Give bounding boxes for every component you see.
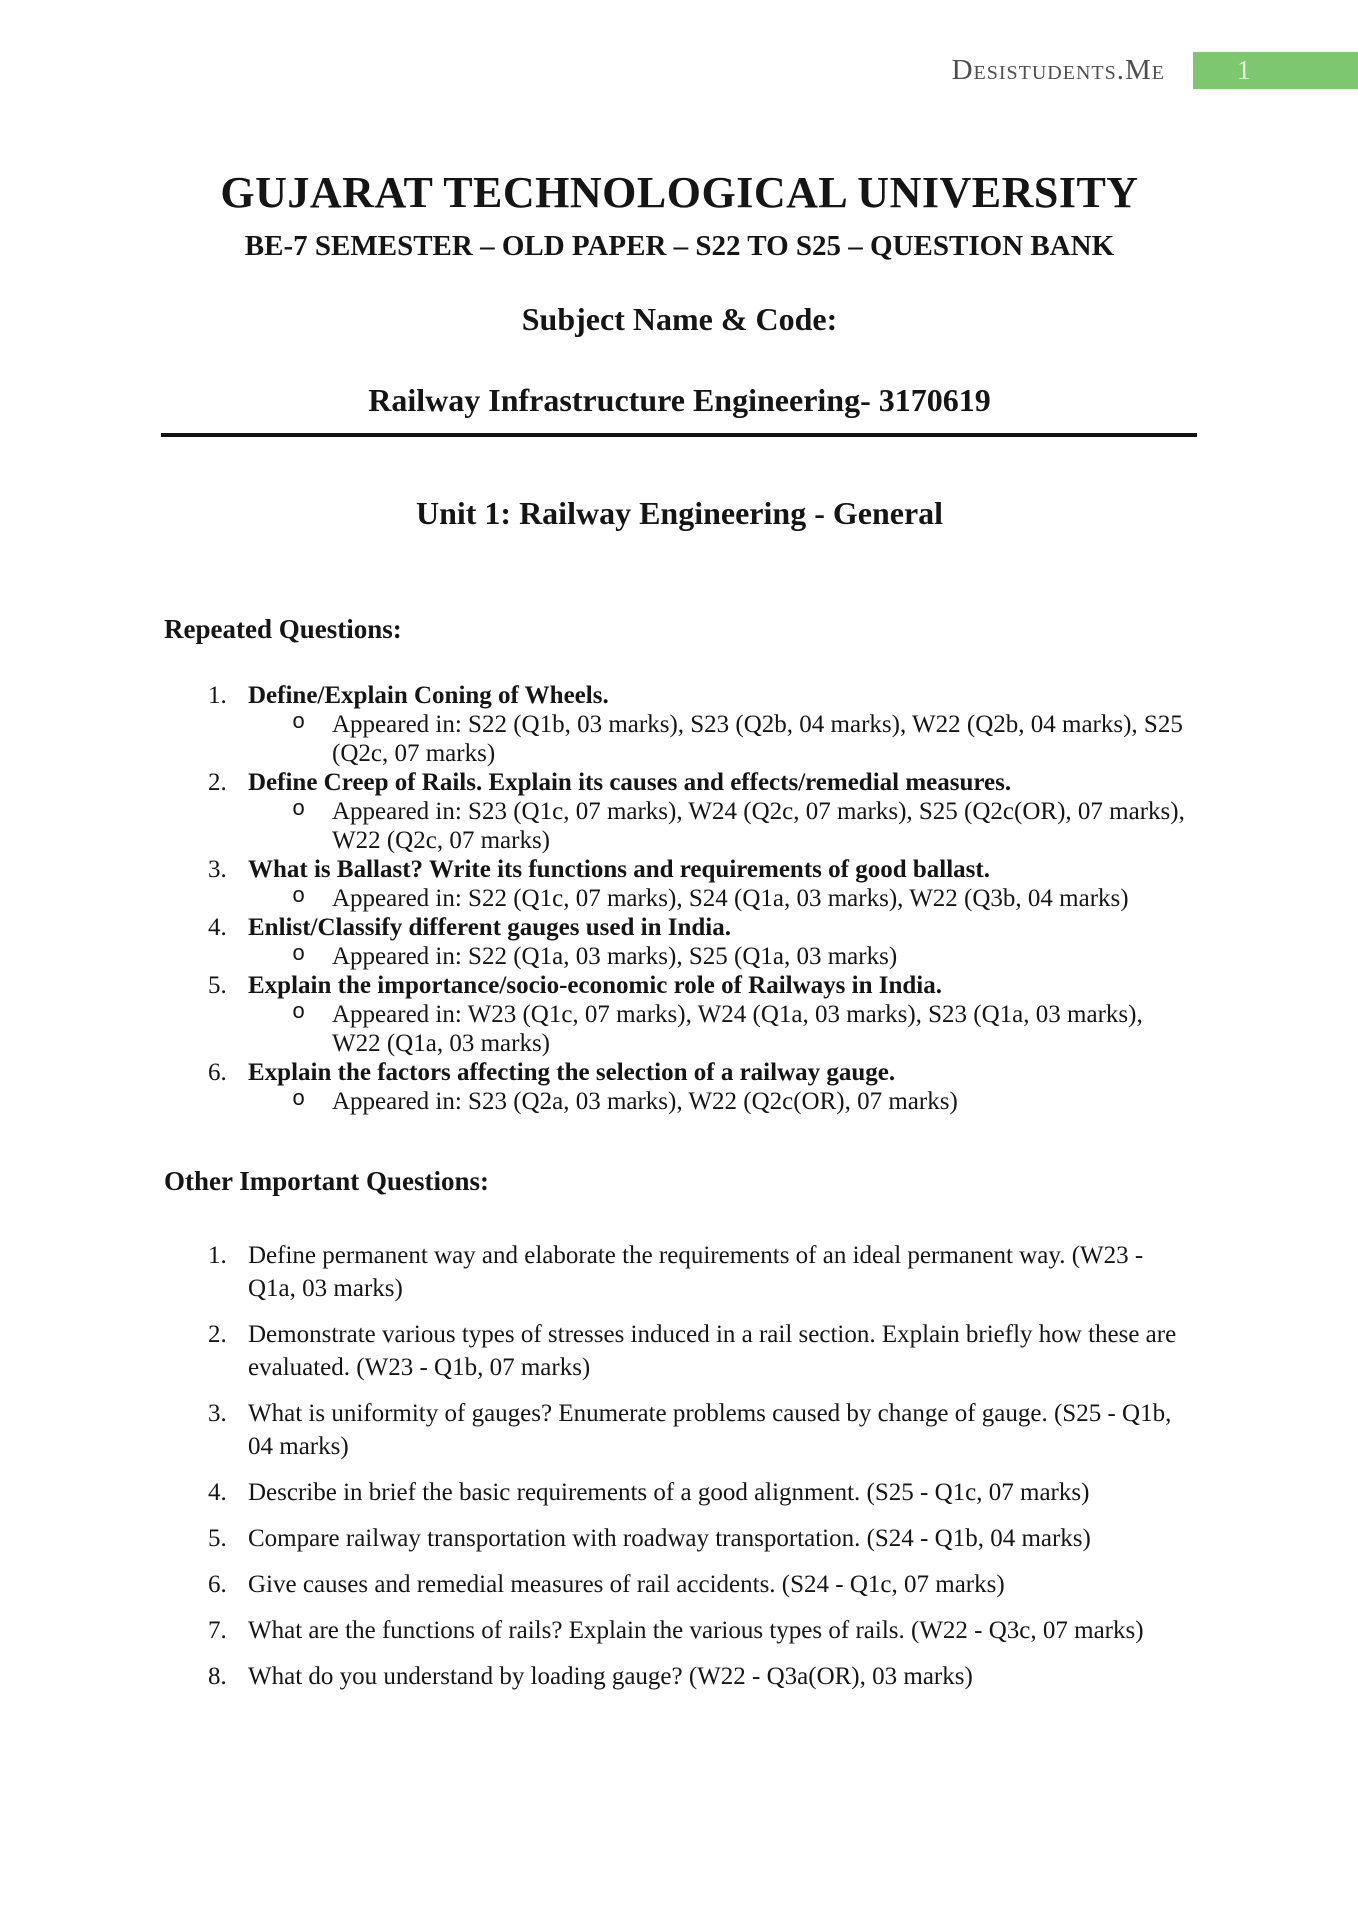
question-text: Enlist/Classify different gauges used in India. — [248, 914, 731, 941]
appeared-row — [164, 942, 1195, 971]
question-text: Explain the importance/socio-economic role of Railways in India. — [248, 972, 942, 999]
item-number: 6. — [208, 1059, 227, 1086]
appeared-row — [164, 797, 1195, 855]
subject-name: Railway Infrastructure Engineering- 3170619 — [368, 382, 991, 418]
item-number: 1. — [208, 682, 227, 709]
list-item — [164, 1058, 1195, 1087]
question-text: What is uniformity of gauges? Enumerate problems caused by change of gauge. (S25 - Q1b, 04 marks) — [248, 1400, 1172, 1460]
other-questions-heading: Other Important Questions: — [164, 1166, 490, 1196]
question-text: Define Creep of Rails. Explain its causes and effects/remedial measures. — [248, 769, 1012, 796]
appeared-text: Appeared in: S22 (Q1a, 03 marks), S25 (Q1a, 03 marks) — [332, 943, 898, 970]
item-number: 4. — [208, 914, 227, 941]
question-text: What do you understand by loading gauge? (W22 - Q3a(OR), 03 marks) — [248, 1663, 973, 1690]
list-item — [164, 1660, 1195, 1693]
question-text: Define permanent way and elaborate the requirements of an ideal permanent way. (W23 - Q1a, 03 marks) — [248, 1242, 1144, 1302]
item-number: 3. — [208, 1400, 227, 1427]
circle-bullet-icon: o — [292, 942, 306, 967]
question-text: Give causes and remedial measures of rail accidents. (S24 - Q1c, 07 marks) — [248, 1571, 1005, 1598]
subject-underline-rule — [161, 433, 1197, 437]
list-item — [164, 1318, 1195, 1384]
question-text: Define/Explain Coning of Wheels. — [248, 682, 609, 709]
item-number: 6. — [208, 1571, 227, 1598]
appeared-text: Appeared in: W23 (Q1c, 07 marks), W24 (Q1a, 03 marks), S23 (Q1a, 03 marks), W22 (Q1a, 03 marks) — [332, 1001, 1143, 1057]
other-questions-list — [164, 1239, 1195, 1693]
document-page — [0, 167, 1358, 1693]
list-item — [164, 1397, 1195, 1463]
item-number: 1. — [208, 1242, 227, 1269]
list-item — [164, 971, 1195, 1000]
appeared-row — [164, 884, 1195, 913]
page-header — [0, 0, 1358, 89]
circle-bullet-icon: o — [292, 797, 306, 822]
appeared-text: Appeared in: S22 (Q1b, 03 marks), S23 (Q2b, 04 marks), W22 (Q2b, 04 marks), S25 (Q2c, 07 marks) — [332, 711, 1183, 767]
circle-bullet-icon: o — [292, 710, 306, 735]
paper-subtitle: BE-7 SEMESTER – OLD PAPER – S22 TO S25 – QUESTION BANK — [244, 230, 1115, 262]
list-item — [164, 1568, 1195, 1601]
university-title: GUJARAT TECHNOLOGICAL UNIVERSITY — [220, 168, 1139, 217]
item-number: 8. — [208, 1663, 227, 1690]
list-item — [164, 1476, 1195, 1509]
item-number: 5. — [208, 1525, 227, 1552]
list-item — [164, 913, 1195, 942]
question-text: What is Ballast? Write its functions and requirements of good ballast. — [248, 856, 990, 883]
item-number: 7. — [208, 1617, 227, 1644]
unit-title: Unit 1: Railway Engineering - General — [415, 495, 944, 531]
list-item — [164, 1614, 1195, 1647]
list-item — [164, 855, 1195, 884]
item-number: 3. — [208, 856, 227, 883]
item-number: 2. — [208, 769, 227, 796]
question-text: What are the functions of rails? Explain the various types of rails. (W22 - Q3c, 07 marks) — [248, 1617, 1144, 1644]
appeared-text: Appeared in: S23 (Q2a, 03 marks), W22 (Q2c(OR), 07 marks) — [332, 1088, 958, 1115]
list-item — [164, 1522, 1195, 1555]
item-number: 5. — [208, 972, 227, 999]
appeared-row — [164, 710, 1195, 768]
subject-label: Subject Name & Code: — [521, 301, 838, 337]
list-item — [164, 1239, 1195, 1305]
question-text: Compare railway transportation with roadway transportation. (S24 - Q1b, 04 marks) — [248, 1525, 1091, 1552]
list-item — [164, 768, 1195, 797]
appeared-row — [164, 1000, 1195, 1058]
circle-bullet-icon: o — [292, 884, 306, 909]
repeated-questions-list — [164, 681, 1195, 1116]
list-item — [164, 681, 1195, 710]
appeared-row — [164, 1087, 1195, 1116]
circle-bullet-icon: o — [292, 1000, 306, 1025]
appeared-text: Appeared in: S22 (Q1c, 07 marks), S24 (Q1a, 03 marks), W22 (Q3b, 04 marks) — [332, 885, 1129, 912]
repeated-questions-heading: Repeated Questions: — [164, 614, 402, 644]
item-number: 2. — [208, 1321, 227, 1348]
question-text: Describe in brief the basic requirements of a good alignment. (S25 - Q1c, 07 marks) — [248, 1479, 1090, 1506]
appeared-text: Appeared in: S23 (Q1c, 07 marks), W24 (Q2c, 07 marks), S25 (Q2c(OR), 07 marks), W22 (Q2c, 07 marks) — [332, 798, 1185, 854]
circle-bullet-icon: o — [292, 1087, 306, 1112]
question-text: Demonstrate various types of stresses induced in a rail section. Explain briefly how these are evaluated. (W23 - Q1b, 07 marks) — [248, 1321, 1177, 1381]
question-text: Explain the factors affecting the selection of a railway gauge. — [248, 1059, 896, 1086]
item-number: 4. — [208, 1479, 227, 1506]
page-number-badge: 1 — [1193, 52, 1358, 89]
site-name: Desistudents.Me — [951, 54, 1165, 86]
